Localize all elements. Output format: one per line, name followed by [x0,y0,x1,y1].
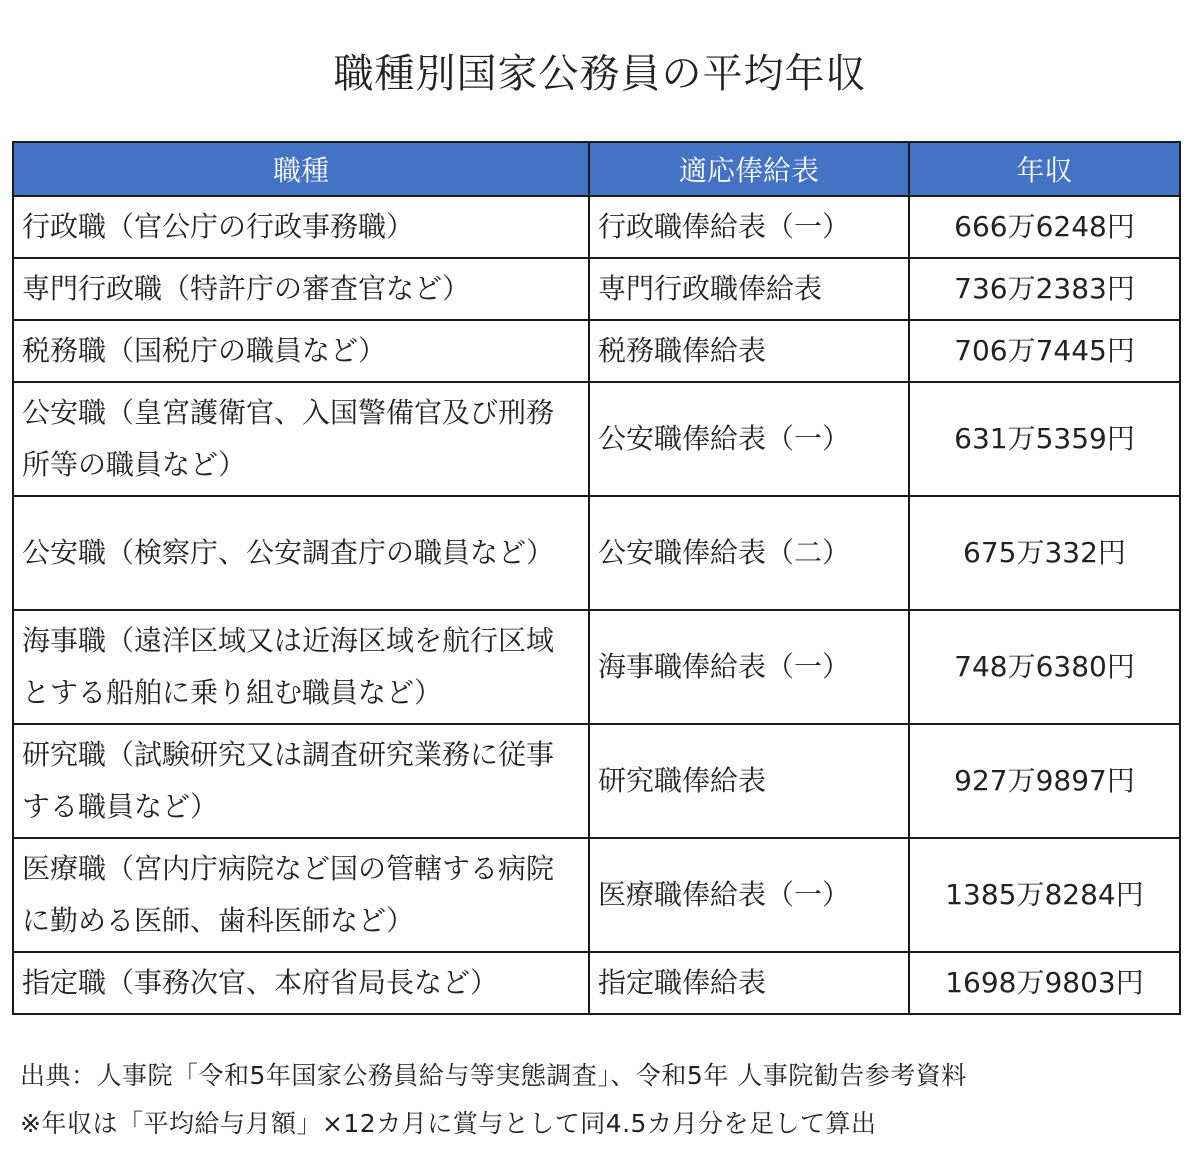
table-header-row [13,142,1180,196]
table-row [13,724,1180,838]
salary-cell: 927万9897円 [909,724,1180,838]
salary-cell: 748万6380円 [909,610,1180,724]
pay-scale-cell: 医療職俸給表（一） [589,838,909,952]
table-row [13,838,1180,952]
pay-scale-cell: 行政職俸給表（一） [589,196,909,258]
salary-cell: 736万2383円 [909,258,1180,320]
pay-scale-cell: 指定職俸給表 [589,952,909,1014]
table-row [13,258,1180,320]
header-annual-income: 年収 [909,142,1180,196]
salary-cell: 666万6248円 [909,196,1180,258]
category-cell: 医療職（宮内庁病院など国の管轄する病院に勤める医師、歯科医師など） [13,838,589,952]
table-row [13,320,1180,382]
pay-scale-cell: 研究職俸給表 [589,724,909,838]
salary-cell: 1385万8284円 [909,838,1180,952]
category-cell: 研究職（試験研究又は調査研究業務に従事する職員など） [13,724,589,838]
table-row [13,610,1180,724]
salary-cell: 1698万9803円 [909,952,1180,1014]
page-title: 職種別国家公務員の平均年収 [333,51,867,97]
category-cell: 指定職（事務次官、本府省局長など） [13,952,589,1014]
source-note: 出典：人事院「令和5年国家公務員給与等実態調査」、令和5年 人事院勧告参考資料 [20,1061,967,1090]
category-cell: 専門行政職（特許庁の審査官など） [13,258,589,320]
pay-scale-cell: 公安職俸給表（二） [589,496,909,610]
category-cell: 公安職（検察庁、公安調査庁の職員など） [13,496,589,610]
pay-scale-cell: 海事職俸給表（一） [589,610,909,724]
salary-table [12,141,1181,1015]
category-cell: 行政職（官公庁の行政事務職） [13,196,589,258]
table-row [13,382,1180,496]
header-category: 職種 [13,142,589,196]
calculation-note: ※年収は「平均給与月額」×12カ月に賞与として同4.5カ月分を足して算出 [20,1109,877,1138]
salary-cell: 631万5359円 [909,382,1180,496]
table-row [13,496,1180,610]
salary-cell: 675万332円 [909,496,1180,610]
pay-scale-cell: 公安職俸給表（一） [589,382,909,496]
pay-scale-cell: 専門行政職俸給表 [589,258,909,320]
category-cell: 海事職（遠洋区域又は近海区域を航行区域とする船舶に乗り組む職員など） [13,610,589,724]
category-cell: 税務職（国税庁の職員など） [13,320,589,382]
pay-scale-cell: 税務職俸給表 [589,320,909,382]
header-pay-scale: 適応俸給表 [589,142,909,196]
category-cell: 公安職（皇宮護衛官、入国警備官及び刑務所等の職員など） [13,382,589,496]
salary-cell: 706万7445円 [909,320,1180,382]
table-row [13,952,1180,1014]
table-row [13,196,1180,258]
